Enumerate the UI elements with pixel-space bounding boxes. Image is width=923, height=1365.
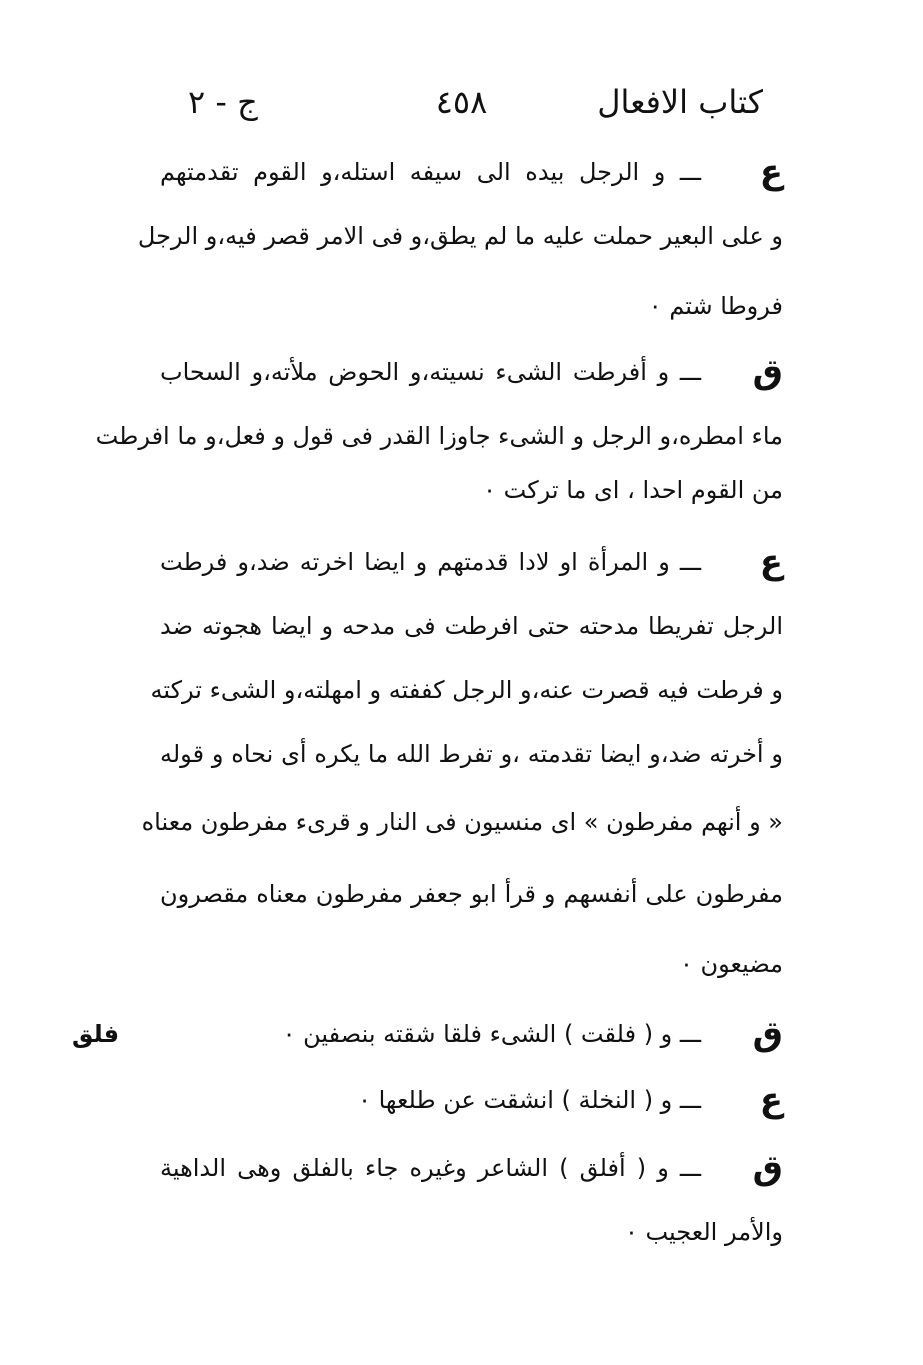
entry-marker: ع xyxy=(759,1080,783,1120)
page-number: ٤٥٨ xyxy=(435,83,488,121)
text-line: الرجل تفريطا مدحته حتى افرطت فى مدحه و ايضا هجوته ضد xyxy=(160,612,783,640)
text-line: ـــ و ( فلقت ) الشىء فلقا شقته بنصفين ٠ xyxy=(282,1020,701,1048)
entry-marker: ع xyxy=(759,542,783,582)
text-line: من القوم احدا ، اى ما تركت ٠ xyxy=(483,476,783,504)
text-line: و فرطت فيه قصرت عنه،و الرجل كففته و امهلته،و الشىء تركته xyxy=(150,676,783,704)
text-line: ـــ و المرأة او لادا قدمتهم و ايضا اخرته ضد،و فرطت xyxy=(160,548,701,576)
text-line: ـــ و ( النخلة ) انشقت عن طلعها ٠ xyxy=(358,1086,701,1114)
text-line: ـــ و أفرطت الشىء نسيته،و الحوض ملأته،و السحاب xyxy=(160,358,701,386)
text-line: مفرطون على أنفسهم و قرأ ابو جعفر مفرطون معناه مقصرون xyxy=(160,880,783,908)
volume-label: ج - ٢ xyxy=(188,83,258,121)
text-line: ماء امطره،و الرجل و الشىء جاوزا القدر فى قول و فعل،و ما افرطت xyxy=(95,422,783,450)
text-line: والأمر العجيب ٠ xyxy=(624,1218,783,1246)
entry-marker: ق xyxy=(752,352,783,392)
entry-marker: ق xyxy=(752,1014,783,1054)
page-header xyxy=(160,78,763,126)
section-headword: فلق xyxy=(72,1020,120,1048)
text-line: « و أنهم مفرطون » اى منسيون فى النار و قرىء مفرطون معناه xyxy=(141,808,783,836)
entry-marker: ع xyxy=(759,152,783,192)
text-line: مضيعون ٠ xyxy=(679,950,783,978)
entry-marker: ق xyxy=(752,1148,783,1188)
book-title: كتاب الافعال xyxy=(597,83,763,121)
text-line: ـــ و ( أفلق ) الشاعر وغيره جاء بالفلق وهى الداهية xyxy=(160,1154,701,1182)
text-line: ـــ و الرجل بيده الى سيفه استله،و القوم تقدمتهم xyxy=(160,158,701,186)
text-line: فروطا شتم ٠ xyxy=(648,292,783,320)
text-line: و أخرته ضد،و ايضا تقدمته ،و تفرط الله ما يكره أى نحاه و قوله xyxy=(160,740,783,768)
text-line: و على البعير حملت عليه ما لم يطق،و فى الامر قصر فيه،و الرجل xyxy=(137,222,783,250)
